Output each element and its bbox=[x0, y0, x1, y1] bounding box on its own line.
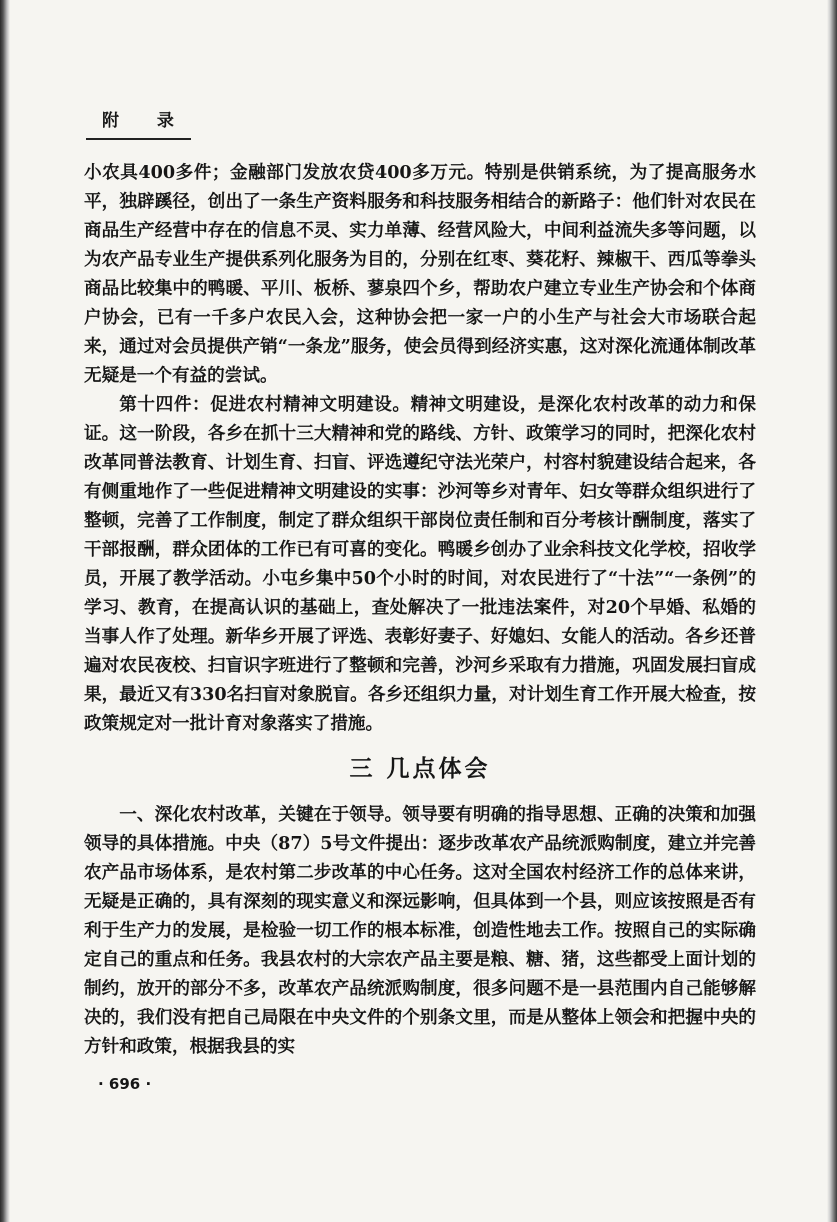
section-heading: 三 几点体会 bbox=[349, 756, 491, 782]
paragraph-item-14: 第十四件：促进农村精神文明建设。精神文明建设，是深化农村改革的动力和保证。这一阶段，各乡在抓十三大精神和党的路线、方针、政策学习的同时，把深化农村改革同普法教育、计划生育、扫盲、评选遵纪守法光荣户，村容村貌建设结合起来，各有侧重地作了一些促进精神文明建设的实事：沙河等乡对青年、妇女等群众组织进行了整顿，完善了工作制度，制定了群众组织干部岗位责任制和百分考核计酬制度，落实了干部报酬，群众团体的工作已有可喜的变化。鸭暖乡创办了业余科技文化学校，招收学员，开展了教学活动。小屯乡集中50个小时的时间，对农民进行了“十法”“一条例”的学习、教育，在提高认识的基础上，查处解决了一批违法案件，对20个早婚、私婚的当事人作了处理。新华乡开展了评选、表彰好妻子、好媳妇、女能人的活动。各乡还普遍对农民夜校、扫盲识字班进行了整顿和完善，沙河乡采取有力措施，巩固发展扫盲成果，最近又有330名扫盲对象脱盲。各乡还组织力量，对计划生育工作开展大检查，按政策规定对一批计育对象落实了措施。 bbox=[84, 394, 756, 734]
running-head bbox=[86, 110, 191, 140]
running-head-rule bbox=[86, 138, 191, 140]
running-head-title: 附 录 bbox=[102, 111, 190, 131]
scan-edge-right bbox=[827, 0, 837, 1222]
body-text bbox=[84, 158, 756, 1061]
scan-edge-left bbox=[0, 0, 10, 1222]
paragraph-point-1: 一、深化农村改革，关键在于领导。领导要有明确的指导思想、正确的决策和加强领导的具体措施。中央（87）5号文件提出：逐步改革农产品统派购制度，建立并完善农产品市场体系，是农村第二步改革的中心任务。这对全国农村经济工作的总体来讲，无疑是正确的，具有深刻的现实意义和深远影响，但具体到一个县，则应该按照是否有利于生产力的发展，是检验一切工作的根本标准，创造性地去工作。按照自己的实际确定自己的重点和任务。我县农村的大宗农产品主要是粮、糖、猪，这些都受上面计划的制约，放开的部分不多，改革农产品统派购制度，很多问题不是一县范围内自己能够解决的，我们没有把自己局限在中央文件的个别条文里，而是从整体上领会和把握中央的方针和政策，根据我县的实 bbox=[84, 804, 756, 1057]
page-number: · 696 · bbox=[98, 1075, 152, 1093]
paragraph-continuation: 小农具400多件；金融部门发放农贷400多万元。特别是供销系统，为了提高服务水平，独辟蹊径，创出了一条生产资料服务和科技服务相结合的新路子：他们针对农民在商品生产经营中存在的信息不灵、实力单薄、经营风险大，中间利益流失多等问题，以为农产品专业生产提供系列化服务为目的，分别在红枣、葵花籽、辣椒干、西瓜等拳头商品比较集中的鸭暖、平川、板桥、蓼泉四个乡，帮助农户建立专业生产协会和个体商户协会，已有一千多户农民入会，这种协会把一家一户的小生产与社会大市场联合起来，通过对会员提供产销“一条龙”服务，使会员得到经济实惠，这对深化流通体制改革无疑是一个有益的尝试。 bbox=[84, 162, 756, 386]
